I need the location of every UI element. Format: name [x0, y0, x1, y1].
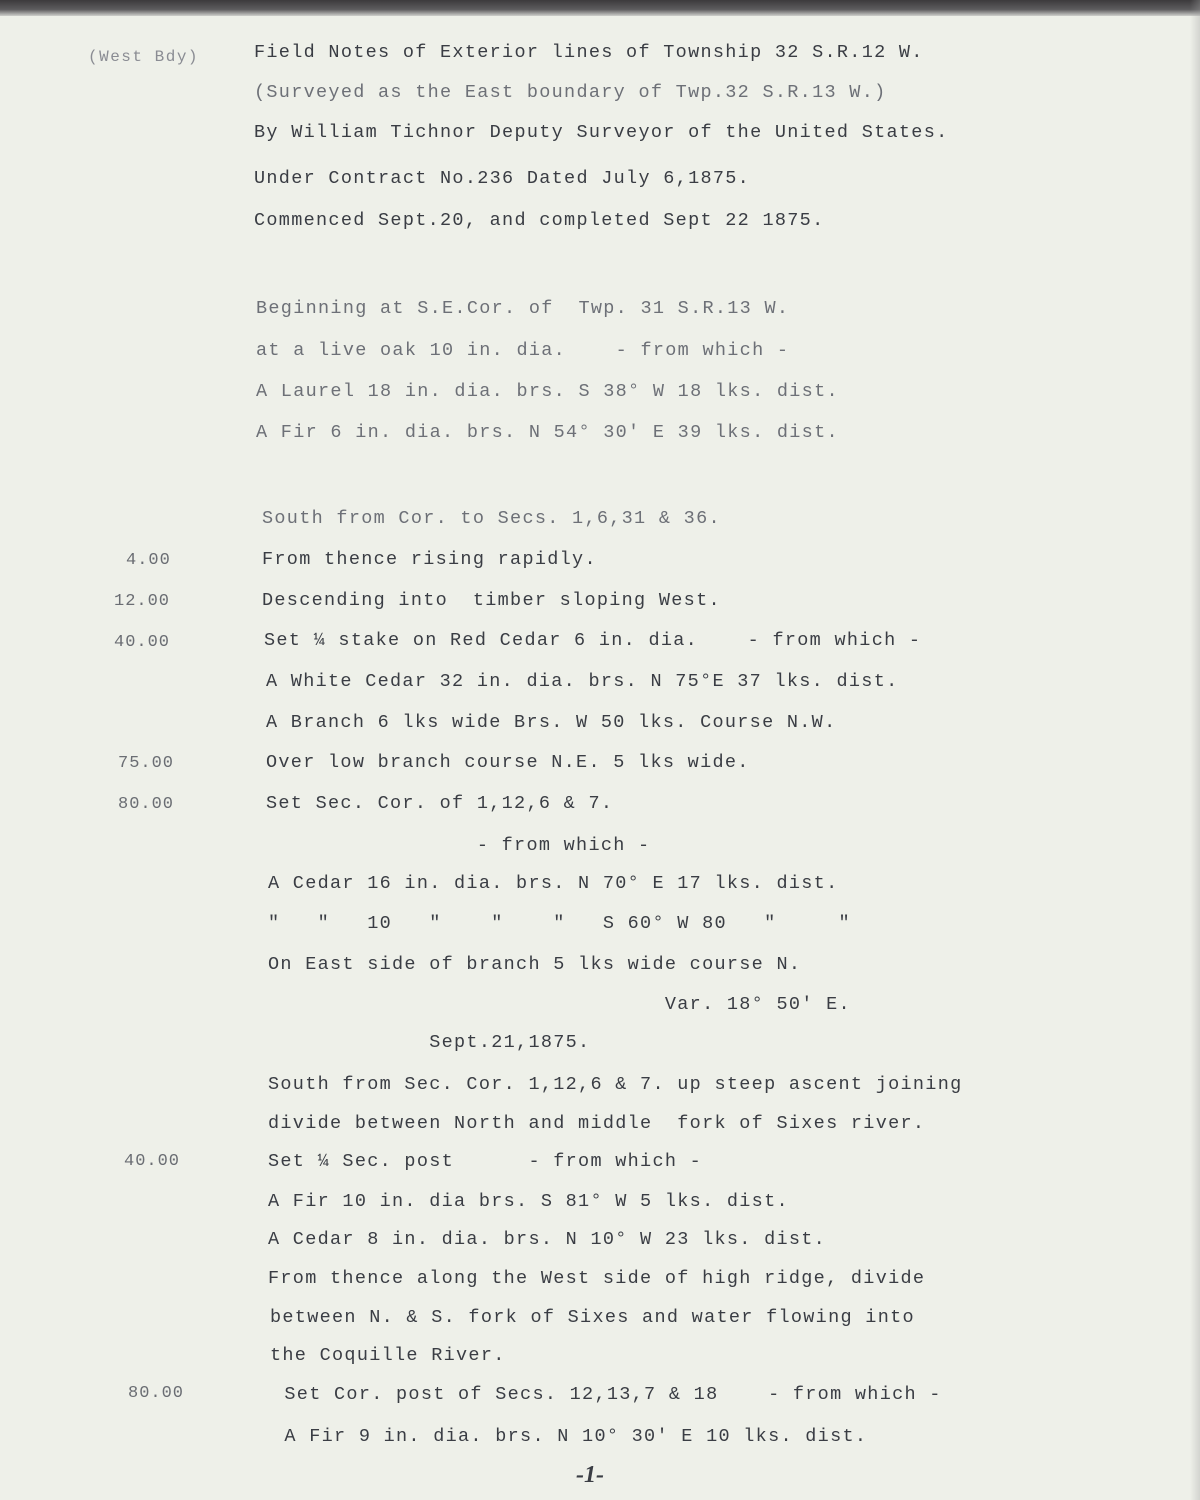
entry-text-9: - from which -: [266, 835, 651, 856]
entry-text-11: " " 10 " " " S 60° W 80 " ": [268, 913, 851, 934]
entry-margin-2: 4.00: [126, 551, 171, 570]
entry-text-18: A Fir 10 in. dia brs. S 81° W 5 lks. dist.: [268, 1191, 789, 1212]
entry-text-1: South from Cor. to Secs. 1,6,31 & 36.: [262, 508, 721, 529]
entry-text-7: Over low branch course N.E. 5 lks wide.: [266, 752, 750, 773]
header-line-1: Field Notes of Exterior lines of Township 32 S.R.12 W.: [254, 42, 924, 63]
entry-text-24: A Fir 9 in. dia. brs. N 10° 30' E 10 lks. dist.: [272, 1426, 868, 1447]
beginning-line-3: A Laurel 18 in. dia. brs. S 38° W 18 lks. dist.: [256, 381, 839, 402]
header-line-3: By William Tichnor Deputy Surveyor of the United States.: [254, 122, 949, 143]
beginning-line-1: Beginning at S.E.Cor. of Twp. 31 S.R.13 W.: [256, 298, 790, 319]
page-number: -1-: [576, 1462, 604, 1488]
beginning-line-4: A Fir 6 in. dia. brs. N 54° 30' E 39 lks. dist.: [256, 422, 839, 443]
entry-margin-3: 12.00: [114, 592, 171, 611]
entry-text-6: A Branch 6 lks wide Brs. W 50 lks. Course N.W.: [266, 712, 837, 733]
scan-top-edge: [0, 0, 1200, 16]
entry-text-15: South from Sec. Cor. 1,12,6 & 7. up steep ascent joining: [268, 1074, 963, 1095]
entry-text-23: Set Cor. post of Secs. 12,13,7 & 18 - from which -: [272, 1384, 942, 1405]
entry-text-13: Var. 18° 50' E.: [268, 994, 851, 1015]
header-line-4: Under Contract No.236 Dated July 6,1875.: [254, 168, 751, 189]
entry-text-3: Descending into timber sloping West.: [262, 590, 721, 611]
entry-text-5: A White Cedar 32 in. dia. brs. N 75°E 37 lks. dist.: [266, 671, 899, 692]
entry-margin-23: 80.00: [128, 1384, 185, 1403]
beginning-line-2: at a live oak 10 in. dia. - from which -: [256, 340, 790, 361]
entry-margin-17: 40.00: [124, 1152, 181, 1171]
entry-text-20: From thence along the West side of high ridge, divide: [268, 1268, 926, 1289]
entry-text-14: Sept.21,1875.: [268, 1032, 591, 1053]
header-line-5: Commenced Sept.20, and completed Sept 22 1875.: [254, 210, 825, 231]
entry-margin-8: 80.00: [118, 795, 175, 814]
entry-text-8: Set Sec. Cor. of 1,12,6 & 7.: [266, 793, 614, 814]
entry-margin-4: 40.00: [114, 633, 171, 652]
entry-text-2: From thence rising rapidly.: [262, 549, 597, 570]
entry-margin-7: 75.00: [118, 754, 175, 773]
header-line-2: (Surveyed as the East boundary of Twp.32 S.R.13 W.): [254, 82, 887, 103]
entry-text-19: A Cedar 8 in. dia. brs. N 10° W 23 lks. dist.: [268, 1229, 827, 1250]
scan-right-edge: [1190, 0, 1200, 1500]
header-tag: (West Bdy): [88, 48, 200, 66]
entry-text-17: Set ¼ Sec. post - from which -: [268, 1151, 703, 1172]
entry-text-10: A Cedar 16 in. dia. brs. N 70° E 17 lks. dist.: [268, 873, 839, 894]
entry-text-21: between N. & S. fork of Sixes and water flowing into: [270, 1307, 915, 1328]
entry-text-4: Set ¼ stake on Red Cedar 6 in. dia. - from which -: [264, 630, 922, 651]
entry-text-22: the Coquille River.: [270, 1345, 506, 1366]
entry-text-16: divide between North and middle fork of Sixes river.: [268, 1113, 926, 1134]
entry-text-12: On East side of branch 5 lks wide course N.: [268, 954, 802, 975]
